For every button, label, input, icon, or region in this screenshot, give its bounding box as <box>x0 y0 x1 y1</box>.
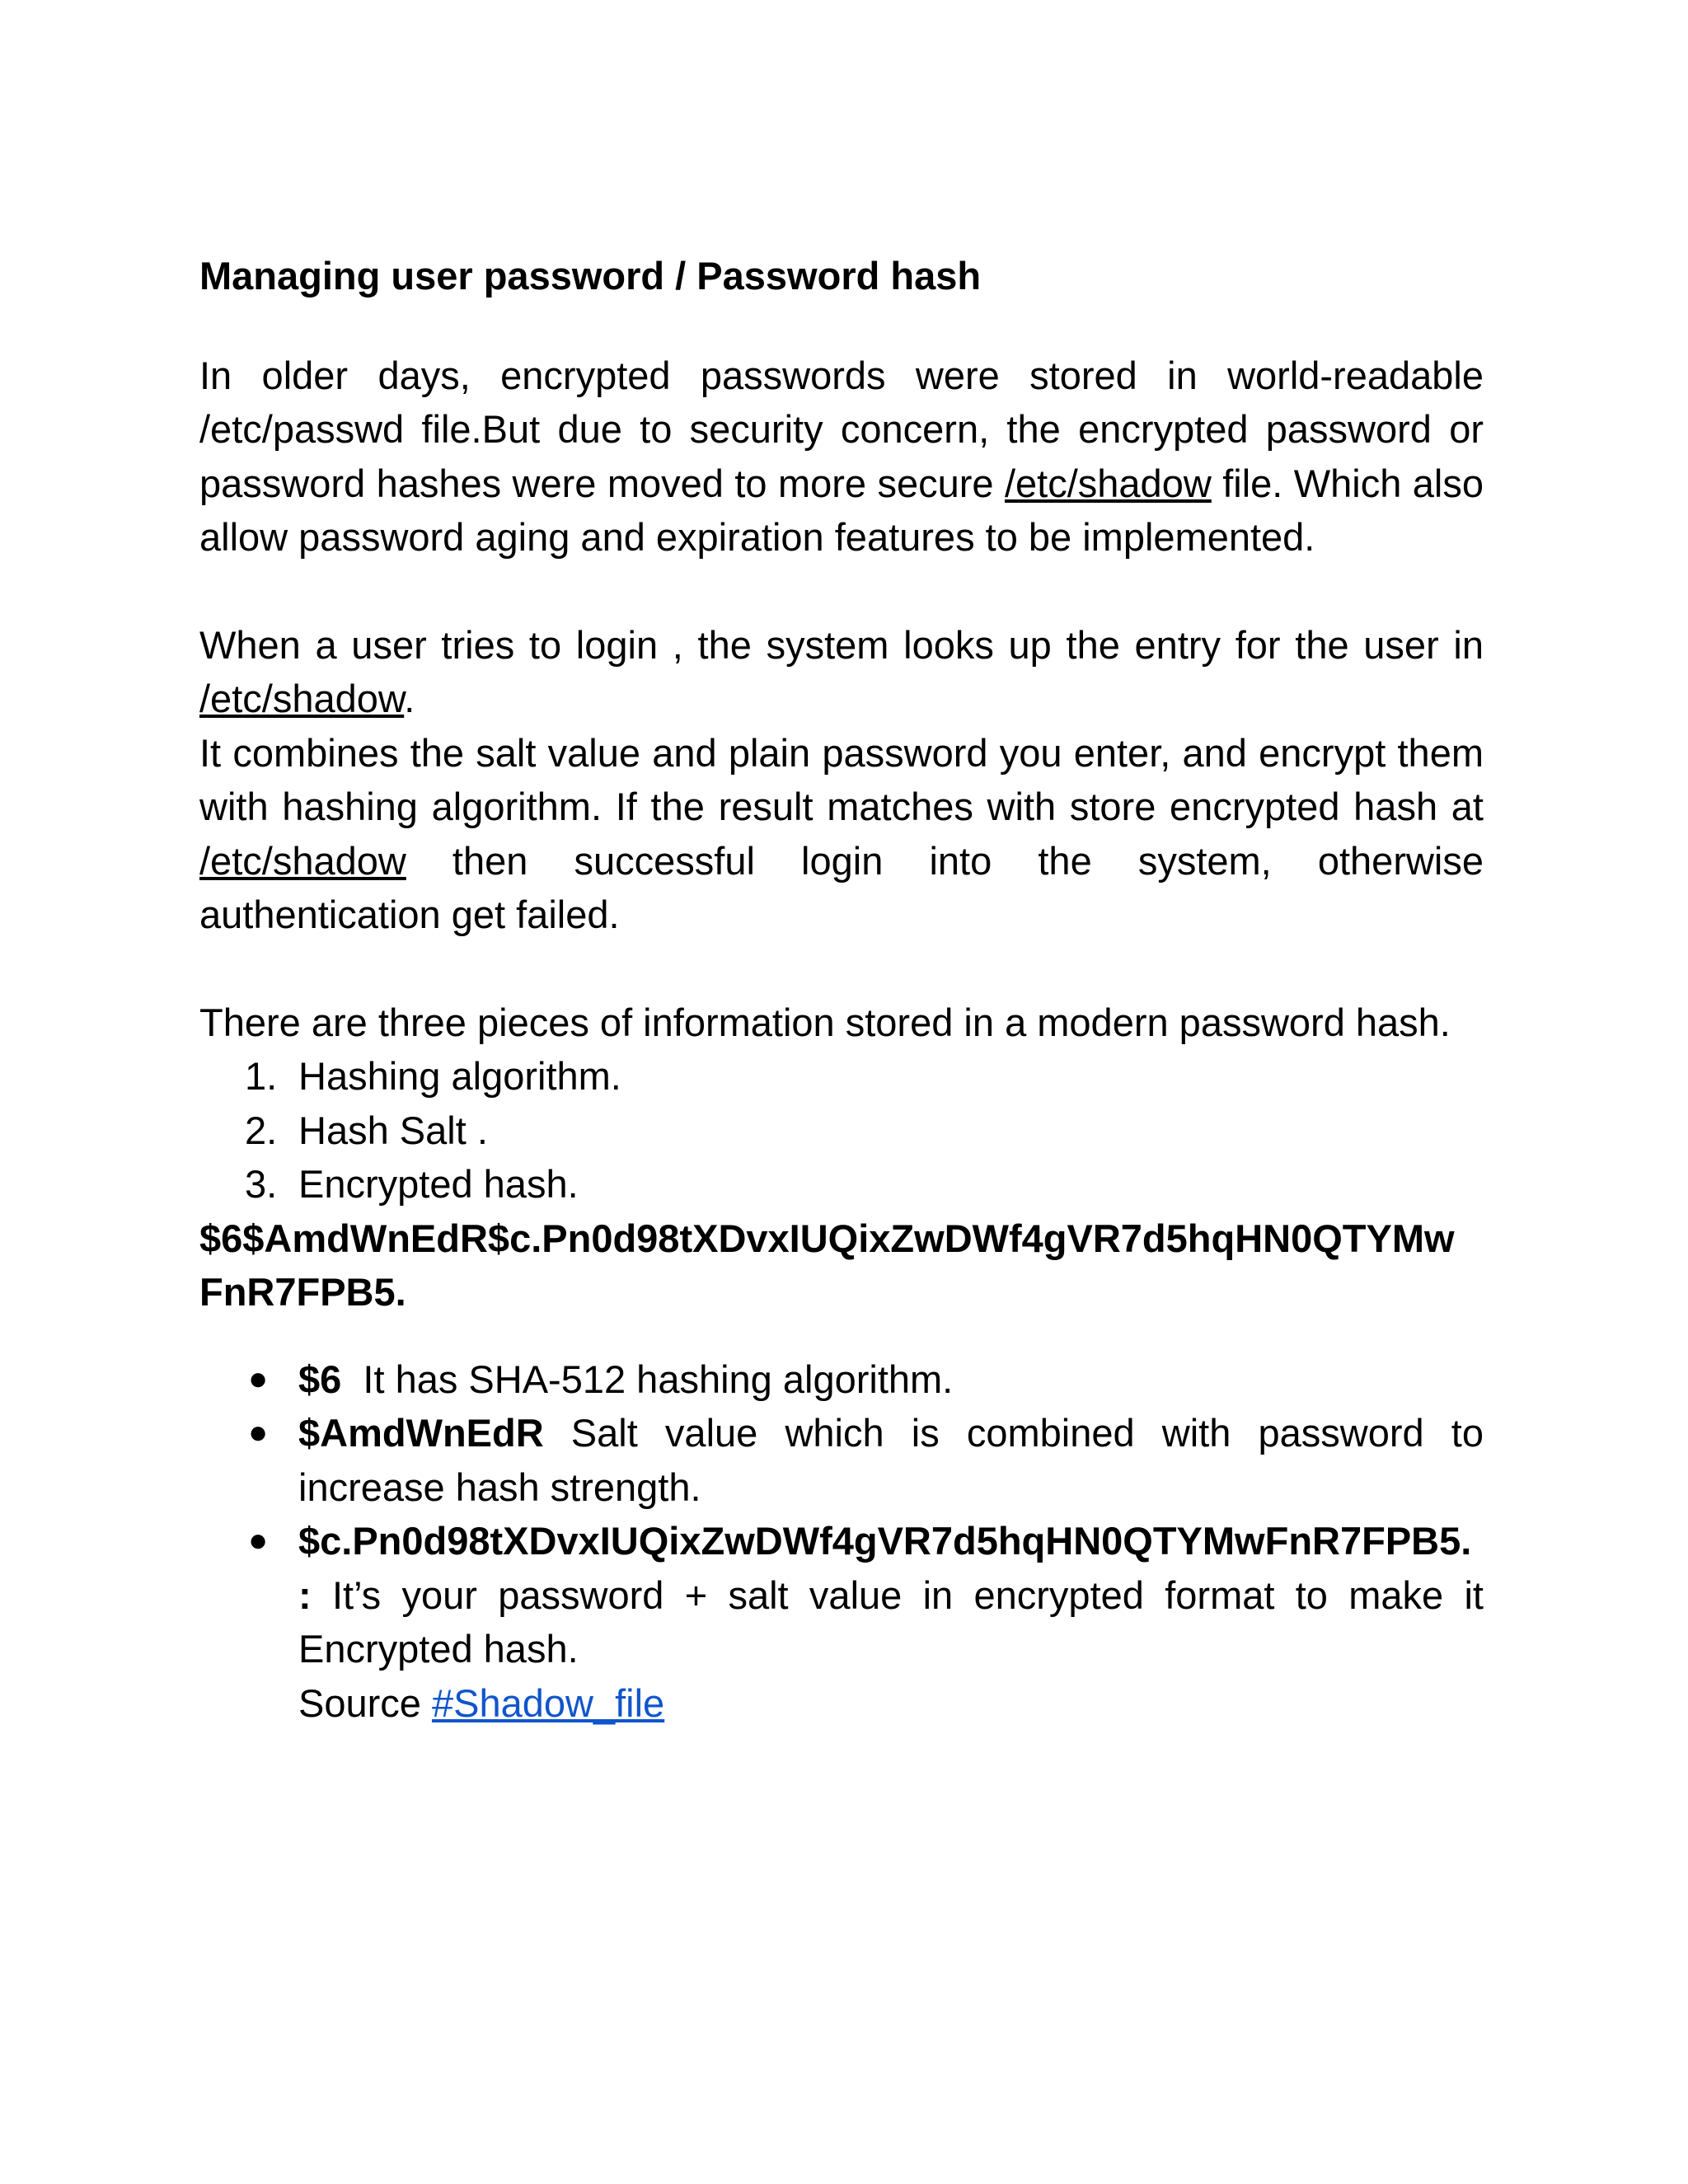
combine-text-b: then successful login into the system, otherwise authentication get failed. <box>199 838 1484 936</box>
intro-paragraph <box>199 349 1484 565</box>
shadow-file-reference: /etc/shadow <box>1004 461 1212 505</box>
list-item-text: Encrypted hash. <box>298 1162 579 1206</box>
bullet-item <box>199 1406 1484 1514</box>
numbered-list <box>199 1049 1484 1212</box>
list-item-text: Hashing algorithm. <box>298 1054 621 1098</box>
bullet-term: $6 <box>298 1357 342 1401</box>
page-title: Managing user password / Password hash <box>199 254 982 298</box>
list-number: 1. <box>245 1054 278 1098</box>
bullet-icon: ● <box>248 1414 269 1451</box>
list-item <box>199 1049 1484 1104</box>
list-item <box>199 1157 1484 1212</box>
bullet-term: $c.Pn0d98tXDvxIUQixZwDWf4gVR7d5hqHN0QTYMwFnR7FPB5. <box>298 1519 1472 1563</box>
hash-example: $6$AmdWnEdR$c.Pn0d98tXDvxIUQixZwDWf4gVR7d5hqHN0QTYMwFnR7FPB5. <box>199 1216 1455 1314</box>
shadow-file-reference: /etc/shadow <box>199 838 406 883</box>
bullet-icon: ● <box>248 1522 269 1558</box>
paragraph-gap <box>199 565 1484 618</box>
source-label: Source <box>298 1680 432 1725</box>
bullet-term: $AmdWnEdR <box>298 1411 544 1455</box>
intro-text-a: In older days, encrypted passwords were stored in world-readable /etc/passwd file.But due to security concern, the encrypted password or password hashes were moved to more secure <box>199 353 1484 505</box>
shadow-file-source-link[interactable]: #Shadow_file <box>431 1680 665 1725</box>
bullet-description: It’s your password + salt value in encrypted format to make it Encrypted hash. <box>298 1572 1484 1671</box>
combine-text-a: It combines the salt value and plain password you enter, and encrypt them with hashing algorithm. If the result matches with store encrypted hash at <box>199 730 1484 828</box>
document-content <box>199 249 1484 1730</box>
list-number: 3. <box>245 1162 278 1206</box>
bullet-item <box>199 1352 1484 1407</box>
bullet-icon: ● <box>248 1360 269 1397</box>
bullet-description: Salt value which is combined with password to increase hash strength. <box>298 1411 1484 1509</box>
login-paragraph <box>199 618 1484 726</box>
bullet-list <box>199 1352 1484 1731</box>
intro-text-b: file. Which also allow password aging and expiration features to be implemented. <box>199 461 1484 559</box>
bullet-description: It has SHA-512 hashing algorithm. <box>341 1357 954 1401</box>
combine-paragraph <box>199 726 1484 942</box>
bullet-item <box>199 1514 1484 1730</box>
login-text-a: When a user tries to login , the system looks up the entry for the user in <box>199 622 1484 667</box>
source-line <box>298 1676 1484 1731</box>
paragraph-gap <box>199 942 1484 996</box>
list-number: 2. <box>245 1108 278 1152</box>
list-item-text: Hash Salt . <box>298 1108 488 1152</box>
list-item <box>199 1104 1484 1158</box>
pieces-paragraph: There are three pieces of information stored in a modern password hash. <box>199 1000 1451 1044</box>
shadow-file-reference: /etc/shadow <box>199 677 405 720</box>
bullet-colon: : <box>298 1572 312 1617</box>
login-text-b: . <box>404 677 415 720</box>
